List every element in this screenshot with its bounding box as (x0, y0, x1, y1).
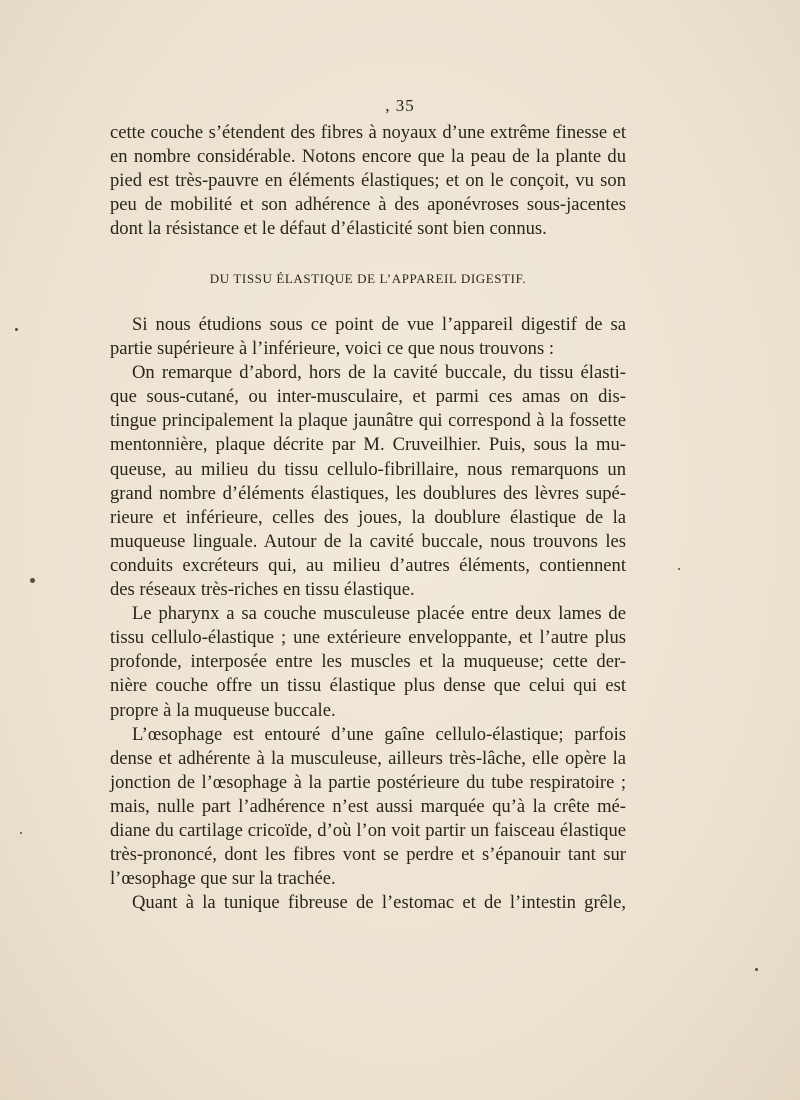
text-line: grand nombre d’éléments élastiques, les doublures des lèvres supé- (110, 482, 626, 504)
text-line: Le pharynx a sa couche musculeuse placée entre deux lames de (132, 603, 626, 625)
text-line: des réseaux très-riches en tissu élastique. (110, 579, 415, 601)
text-line: tingue principalement la plaque jaunâtre qui correspond à la fossette (110, 410, 626, 432)
text-line: jonction de l’œsophage à la partie postérieure du tube respiratoire ; (110, 771, 626, 793)
text-line: L’œsophage est entouré d’une gaîne cellulo-élastique; parfois (132, 723, 626, 745)
paper-speck (30, 578, 35, 583)
body-text (110, 313, 626, 915)
intro-paragraph (110, 121, 626, 241)
text-line: queuse, au milieu du tissu cellulo-fibrillaire, nous remarquons un (110, 458, 626, 480)
text-line: mentonnière, plaque décrite par M. Cruveilhier. Puis, sous la mu- (110, 434, 626, 456)
page-number: , 35 (385, 96, 415, 115)
text-line: mais, nulle part l’adhérence n’est aussi marquée qu’à la crête mé- (110, 795, 626, 817)
text-line: l’œsophage que sur la trachée. (110, 868, 336, 890)
text-line: très-prononcé, dont les fibres vont se perdre et s’épanouir tant sur (110, 844, 626, 866)
text-line: partie supérieure à l’inférieure, voici ce que nous trouvons : (110, 338, 555, 360)
text-line: Si nous étudions sous ce point de vue l’appareil digestif de sa (132, 314, 626, 335)
text-line: peu de mobilité et son adhérence à des aponévroses sous-jacentes (110, 194, 626, 216)
text-line: en nombre considérable. Notons encore que la peau de la plante du (110, 146, 626, 168)
paper-speck (20, 832, 22, 834)
text-line: Quant à la tunique fibreuse de l’estomac et de l’intestin grêle, (132, 892, 626, 914)
text-line: cette couche s’étendent des fibres à noyaux d’une extrême finesse et (110, 122, 626, 143)
text-line: profonde, interposée entre les muscles et la muqueuse; cette der- (110, 651, 626, 673)
text-line: rieure et inférieure, celles des joues, la doublure élastique de la (110, 506, 626, 528)
text-line: pied est très-pauvre en éléments élastiques; et on le conçoit, vu son (110, 170, 626, 192)
text-line: On remarque d’abord, hors de la cavité buccale, du tissu élasti- (132, 362, 626, 384)
text-line: conduits excréteurs qui, au milieu d’autres éléments, contiennent (110, 554, 626, 576)
text-line: dense et adhérente à la musculeuse, ailleurs très-lâche, elle opère la (110, 747, 626, 769)
text-line: nière couche offre un tissu élastique plus dense que celui qui est (110, 675, 626, 697)
paper-speck (678, 568, 680, 570)
text-line: muqueuse linguale. Autour de la cavité buccale, nous trouvons les (110, 530, 626, 552)
text-line: dont la résistance et le défaut d’élasticité sont bien connus. (110, 218, 547, 240)
section-heading: DU TISSU ÉLASTIQUE DE L’APPAREIL DIGESTIF. (209, 271, 527, 286)
paper-speck (755, 968, 758, 971)
text-line: que sous-cutané, ou inter-musculaire, et parmi ces amas on dis- (110, 386, 626, 408)
text-line: propre à la muqueuse buccale. (110, 699, 336, 721)
text-line: tissu cellulo-élastique ; une extérieure enveloppante, et l’autre plus (110, 627, 626, 649)
text-line: diane du cartilage cricoïde, d’où l’on voit partir un faisceau élastique (110, 819, 626, 841)
paper-speck (15, 328, 18, 331)
